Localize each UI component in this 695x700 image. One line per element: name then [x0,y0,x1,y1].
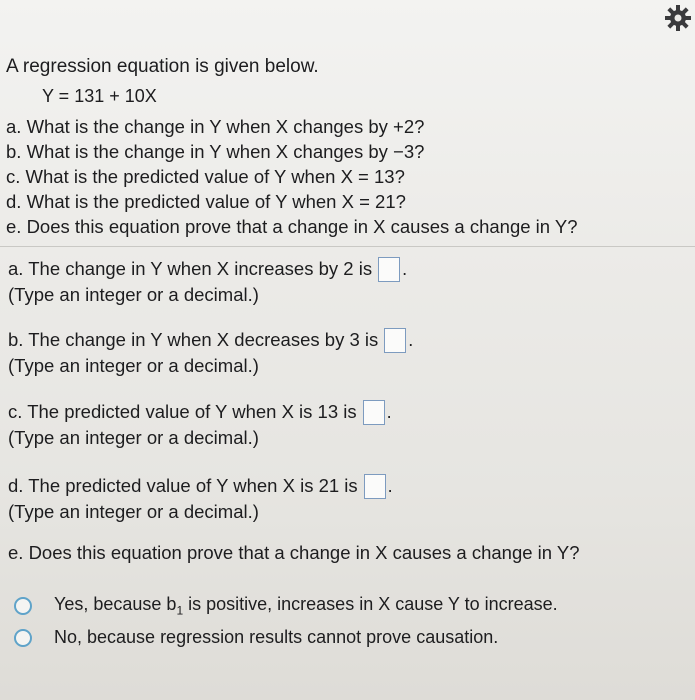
answer-a-input[interactable] [378,257,400,282]
option-yes[interactable] [14,594,558,618]
option-no[interactable] [14,627,498,648]
question-part-c: c. What is the predicted value of Y when X = 13? [6,166,405,187]
option-no-label: No, because regression results cannot prove causation. [54,627,499,647]
question-title: A regression equation is given below. [6,56,319,77]
radio-no[interactable] [14,629,32,647]
answer-c-hint: (Type an integer or a decimal.) [8,427,259,448]
divider [0,246,695,247]
question-part-d: d. What is the predicted value of Y when X = 21? [6,191,406,212]
answer-d-hint: (Type an integer or a decimal.) [8,501,259,522]
answer-e-prompt: e. Does this equation prove that a change in X causes a change in Y? [8,542,580,563]
answer-b-hint: (Type an integer or a decimal.) [8,355,259,376]
answer-b-text: b. The change in Y when X decreases by 3 is [8,329,379,350]
question-parts [6,114,578,239]
answer-d-text: d. The predicted value of Y when X is 21 is [8,475,358,496]
option-yes-label: Yes, because $b_1$ is positive, increases in X cause Y to increase. [54,594,558,618]
answer-b: b. The change in Y when X decreases by 3 is . (Type an integer or a decimal.) [8,327,413,379]
answer-a-hint: (Type an integer or a decimal.) [8,284,259,305]
answer-c: c. The predicted value of Y when X is 13 is . (Type an integer or a decimal.) [8,399,392,451]
radio-yes[interactable] [14,597,32,615]
answer-a-text: a. The change in Y when X increases by 2 is [8,258,373,279]
answer-d: d. The predicted value of Y when X is 21 is . (Type an integer or a decimal.) [8,473,393,525]
question-part-a: a. What is the change in Y when X changes by +2? [6,116,425,137]
answer-c-text: c. The predicted value of Y when X is 13 is [8,401,357,422]
answer-c-input[interactable] [363,400,385,425]
answer-b-input[interactable] [384,328,406,353]
answer-a: a. The change in Y when X increases by 2 is . (Type an integer or a decimal.) [8,256,407,308]
question-part-b: b. What is the change in Y when X changes by −3? [6,141,425,162]
regression-equation: Y = 131 + 10X [42,86,157,106]
answer-d-input[interactable] [364,474,386,499]
gear-icon[interactable] [664,4,692,32]
question-part-e: e. Does this equation prove that a change in X causes a change in Y? [6,216,578,237]
